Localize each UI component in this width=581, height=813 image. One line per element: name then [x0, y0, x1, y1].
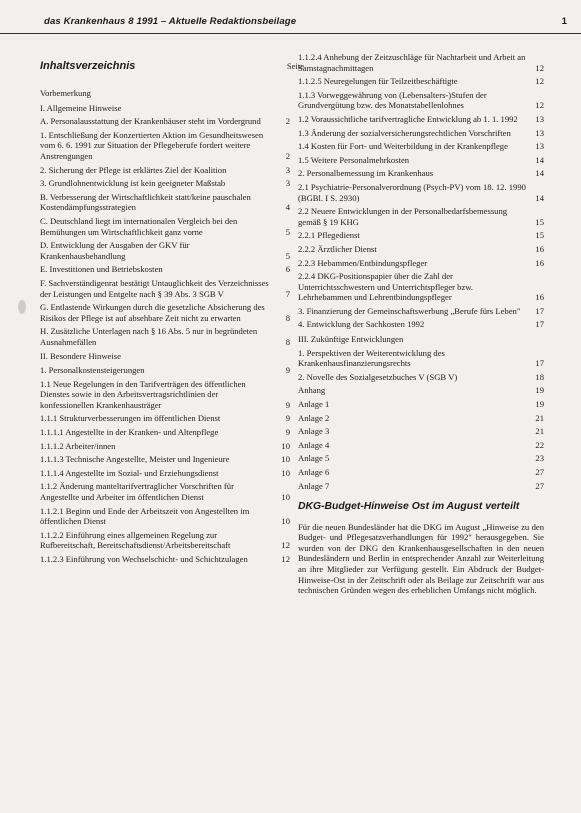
toc-entry-text: B. Verbesserung der Wirtschaftlichkeit statt/keine pauschalen Kostendämpfungsstrategien: [40, 191, 251, 213]
toc-entry-page: 19: [535, 385, 544, 396]
toc-entry: [298, 258, 544, 269]
toc-entry-page: 6: [285, 264, 290, 275]
toc-entry-text: 1.1.3 Vorweggewährung von (Lebensalters-)Stufen der Grundvergütung bzw. des Monatstabellenlohnes: [298, 89, 487, 111]
toc-entry-page: 13: [535, 113, 544, 124]
toc-entry: [40, 554, 290, 565]
toc-entry-text: Anlage 7: [298, 480, 330, 491]
toc-entry-text: 2.2.2 Ärztlicher Dienst: [298, 243, 377, 254]
notice-title: DKG-Budget-Hinweise Ost im August verteilt: [298, 501, 520, 513]
toc-entry: [40, 427, 290, 438]
toc-entry: [298, 372, 544, 383]
toc-entry-page: 15: [535, 216, 544, 227]
toc-entry-page: 9: [285, 399, 290, 410]
toc-entry: [298, 141, 544, 152]
toc-entry: [298, 52, 544, 73]
toc-entry: [40, 116, 290, 127]
toc-entry-text: 3. Grundlohnentwicklung ist kein geeigneter Maßstab: [40, 178, 226, 189]
toc-entry-page: 17: [535, 358, 544, 369]
toc-entry: [298, 413, 544, 424]
toc-entry-page: 13: [535, 127, 544, 138]
scan-artifact: [18, 300, 26, 314]
toc-right-entries: [298, 52, 544, 491]
toc-entry: [298, 114, 544, 125]
toc-entry-text: III. Zukünftige Entwicklungen: [298, 334, 404, 345]
toc-entry: [40, 240, 290, 261]
toc-entry-page: 27: [535, 467, 544, 477]
toc-entry-text: 1.1.1.3 Technische Angestellte, Meister und Ingenieure: [40, 454, 230, 465]
toc-entry: [40, 379, 290, 411]
toc-entry: [298, 481, 544, 492]
toc-entry-page: 10: [281, 492, 290, 502]
toc-entry: [40, 506, 290, 527]
toc-entry-text: 1.1.2.1 Beginn und Ende der Arbeitszeit von Angestellten im öffentlichen Dienst: [40, 505, 250, 527]
toc-entry-page: 12: [281, 540, 290, 551]
toc-entry-text: 2. Personalbemessung im Krankenhaus: [298, 168, 434, 179]
toc-entry: [40, 130, 290, 162]
toc-entry-text: 1.1.2 Änderung manteltarifvertraglicher Vorschriften für Angestellte und Arbeiter im öffentlichen Dienst: [40, 481, 234, 502]
toc-entry: [40, 530, 290, 551]
toc-entry-page: 9: [285, 365, 290, 376]
toc-entry-text: 4. Entwicklung der Sachkosten 1992: [298, 319, 425, 330]
toc-entry-page: 12: [535, 100, 544, 111]
notice-body: Für die neuen Bundesländer hat die DKG im August „Hinweise zu den Budget- und Pflegesatzverhandlungen für 1992" herausgegeben. Sie wurden von der DKG den Krankenhausgesellschaften in den neuen Bundesländern und Berlin in entsprechender Anzahl zur Weiterleitung an ihre Mitglieder zur Verfügung gestellt. Ein Abdruck der Budget-Hinweise-Ost in der Zeitschrift oder als Beilage zur Zeitschrift war aus technischen Gründen wegen des erheblichen Umfangs nicht möglich.: [298, 521, 544, 596]
toc-entry: [298, 76, 544, 87]
toc-entry-page: 9: [285, 427, 290, 438]
toc-entry-page: 22: [535, 439, 544, 450]
toc-entry: [40, 192, 290, 213]
toc-entry-text: 3. Finanzierung der Gemeinschaftswerbung „Berufe fürs Leben": [298, 305, 521, 316]
toc-left-entries: [40, 88, 290, 565]
toc-entry: [298, 244, 544, 255]
toc-entry-text: 1.1.1 Strukturverbesserungen im öffentlichen Dienst: [40, 413, 221, 424]
toc-entry: [298, 399, 544, 410]
page-number: 1: [561, 16, 567, 27]
toc-entry: [40, 264, 290, 275]
toc-entry-text: 1.1.2.2 Einführung eines allgemeinen Regelung zur Rufbereitschaft, Bereitschaftsdienst/Arbeitsbereitschaft: [40, 529, 231, 551]
toc-entry-text: 1.3 Änderung der sozialversicherungsrechtlichen Vorschriften: [298, 127, 511, 138]
toc-entry-text: F. Sachverständigenrat bestätigt Untauglichkeit des Verzeichnisses der Leistungen und Entgelte nach § 39 Abs. 3 SGB V: [40, 277, 269, 299]
toc-entry-page: 14: [535, 154, 544, 165]
toc-entry-page: 2: [285, 150, 290, 161]
toc-entry-text: 2. Novelle des Sozialgesetzbuches V (SGB V): [298, 371, 458, 382]
toc-entry-page: 4: [285, 202, 290, 213]
toc-entry-text: 2.2 Neuere Entwicklungen in der Personalbedarfsbemessung gemäß § 19 KHG: [298, 206, 508, 227]
toc-entry-text: C. Deutschland liegt im internationalen Vergleich bei den Bemühungen um Wirtschaftlichkeit ganz vorne: [40, 215, 238, 237]
toc-entry-page: 13: [535, 141, 544, 152]
toc-entry-text: Anlage 6: [298, 467, 330, 477]
toc-entry-page: 5: [285, 226, 290, 237]
toc-entry-text: 1.1.1.2 Arbeiter/innen: [40, 440, 116, 451]
toc-entry-page: 14: [535, 192, 544, 203]
toc-entry: [298, 182, 544, 203]
toc-entry: [298, 426, 544, 437]
toc-entry-page: 19: [535, 399, 544, 410]
header-title: das Krankenhaus 8 1991 – Aktuelle Redaktionsbeilage: [44, 16, 297, 27]
toc-entry-text: Anlage 3: [298, 426, 330, 437]
toc-seite-label: Seite: [286, 61, 304, 71]
toc-entry-text: E. Investitionen und Betriebskosten: [40, 264, 163, 275]
toc-entry: [40, 454, 290, 465]
toc-entry-page: 10: [281, 467, 290, 478]
toc-entry-text: I. Allgemeine Hinweise: [40, 102, 122, 113]
toc-entry-page: 16: [535, 292, 544, 303]
toc-section-heading: [40, 351, 290, 362]
toc-entry-page: 8: [285, 336, 290, 347]
toc-entry-text: 1.1 Neue Regelungen in den Tarifverträgen des öffentlichen Dienstes sowie in den Arbeitsvertragsrichtlinien der konfessionellen Krankenhausträger: [40, 378, 246, 410]
toc-entry-page: 16: [535, 257, 544, 268]
toc-section-heading: [40, 88, 290, 99]
toc-entry-page: 18: [535, 371, 544, 382]
toc-entry: [298, 128, 544, 139]
toc-entry-text: 1. Perspektiven der Weiterentwicklung des Krankenhausfinanzierungsrechts: [298, 347, 445, 369]
toc-entry-text: 2.2.4 DKG-Positionspapier über die Zahl der Unterrichtsschwestern und Unterrichtspfleger bzw. Lehrhebammen und Lehrentbindungspfleger: [298, 271, 474, 303]
toc-entry: [40, 216, 290, 237]
toc-entry: [298, 306, 544, 317]
toc-entry-text: Vorbemerkung: [40, 88, 91, 98]
toc-right-column: [298, 52, 544, 596]
toc-entry: [298, 90, 544, 111]
toc-entry-text: 1.4 Kosten für Fort- und Weiterbildung in der Krankenpflege: [298, 141, 508, 152]
toc-entry-text: H. Zusätzliche Unterlagen nach § 16 Abs. 5 nur in begründeten Ausnahmefällen: [40, 326, 258, 347]
toc-entry-page: 21: [535, 412, 544, 423]
toc-entry: [40, 365, 290, 376]
toc-entry: [298, 453, 544, 464]
toc-entry-text: 2. Sicherung der Pflege ist erklärtes Ziel der Koalition: [40, 164, 227, 175]
toc-entry-page: 12: [535, 62, 544, 73]
toc-entry-page: 15: [535, 230, 544, 241]
page-header: [0, 10, 581, 34]
toc-left-column: [40, 52, 304, 568]
toc-entry: [298, 467, 544, 478]
toc-entry-page: 23: [535, 453, 544, 464]
toc-entry: [40, 468, 290, 479]
toc-title: Inhaltsverzeichnis: [40, 60, 136, 72]
toc-entry-page: 10: [281, 454, 290, 465]
toc-entry-page: 5: [285, 250, 290, 261]
toc-entry-text: 1.1.2.5 Neuregelungen für Teilzeitbeschäftigte: [298, 76, 458, 87]
toc-entry-page: 8: [285, 312, 290, 323]
toc-entry-text: 2.2.1 Pflegedienst: [298, 230, 360, 241]
toc-entry-page: 7: [285, 288, 290, 299]
toc-entry: [40, 178, 290, 189]
toc-entry: [40, 165, 290, 176]
toc-entry: [40, 278, 290, 299]
toc-entry-page: 9: [285, 413, 290, 424]
toc-entry: [298, 319, 544, 330]
toc-entry-text: 1.1.1.1 Angestellte in der Kranken- und Altenpflege: [40, 427, 219, 438]
toc-entry-page: 21: [535, 426, 544, 437]
toc-entry-page: 17: [535, 319, 544, 330]
toc-section-heading: [40, 103, 290, 114]
toc-entry-page: 12: [281, 553, 290, 564]
toc-entry: [298, 440, 544, 451]
toc-entry-text: Anhang: [298, 385, 326, 396]
toc-entry-text: A. Personalausstattung der Krankenhäuser steht im Vordergrund: [40, 116, 261, 127]
toc-entry-page: 16: [535, 243, 544, 254]
toc-entry-text: 2.2.3 Hebammen/Entbindungspfleger: [298, 257, 428, 268]
toc-entry: [298, 206, 544, 227]
toc-title-row: [40, 52, 304, 84]
toc-entry-text: 1.5 Weitere Personalmehrkosten: [298, 154, 410, 165]
toc-entry-page: 3: [285, 164, 290, 175]
toc-entry-text: G. Entlastende Wirkungen durch die gesetzliche Absicherung des Risikos der Pflege ist auf absehbare Zeit nicht zu erwarten: [40, 302, 265, 323]
toc-entry-page: 17: [535, 305, 544, 316]
toc-entry-text: 1.1.2.4 Anhebung der Zeitzuschläge für Nachtarbeit und Arbeit an Samstagnachmittagen: [298, 52, 526, 73]
toc-entry-page: 2: [285, 116, 290, 127]
toc-entry-text: D. Entwicklung der Ausgaben der GKV für Krankenhausbehandlung: [40, 240, 190, 261]
toc-entry-text: 1. Personalkostensteigerungen: [40, 365, 145, 376]
toc-entry-page: 10: [281, 440, 290, 451]
toc-entry-text: Anlage 1: [298, 399, 330, 410]
toc-entry-text: 1.1.2.3 Einführung von Wechselschicht- und Schichtzulagen: [40, 553, 248, 564]
toc-entry-text: Anlage 4: [298, 439, 330, 450]
toc-entry-page: 10: [281, 516, 290, 527]
toc-entry: [298, 230, 544, 241]
toc-entry-text: 1.2 Voraussichtliche tarifvertragliche Entwicklung ab 1. 1. 1992: [298, 113, 518, 124]
toc-entry: [40, 413, 290, 424]
toc-section-heading: [298, 334, 544, 345]
toc-entry: [40, 441, 290, 452]
toc-entry-page: 3: [285, 178, 290, 189]
toc-entry: [298, 348, 544, 369]
toc-entry: [298, 271, 544, 303]
toc-entry-text: Anlage 5: [298, 453, 330, 464]
toc-entry: [40, 326, 290, 347]
toc-entry: [298, 168, 544, 179]
toc-entry-text: Anlage 2: [298, 412, 330, 423]
toc-entry-page: 14: [535, 168, 544, 179]
toc-entry: [40, 302, 290, 323]
toc-entry-page: 12: [535, 76, 544, 87]
toc-entry-page: 27: [535, 480, 544, 491]
toc-entry: [298, 385, 544, 396]
toc-entry-text: 2.1 Psychiatrie-Personalverordnung (Psych-PV) vom 18. 12. 1990 (BGBl. I S. 2930): [298, 181, 526, 203]
toc-entry-text: II. Besondere Hinweise: [40, 351, 121, 362]
toc-entry: [298, 155, 544, 166]
toc-entry: [40, 481, 290, 502]
toc-entry-text: 1.1.1.4 Angestellte im Sozial- und Erziehungsdienst: [40, 467, 219, 478]
toc-entry-text: 1. Entschließung der Konzertierten Aktion im Gesundheitswesen vom 6. 6. 1991 zur Situation der Pflegeberufe fordert weitere Anstrengungen: [40, 129, 264, 161]
